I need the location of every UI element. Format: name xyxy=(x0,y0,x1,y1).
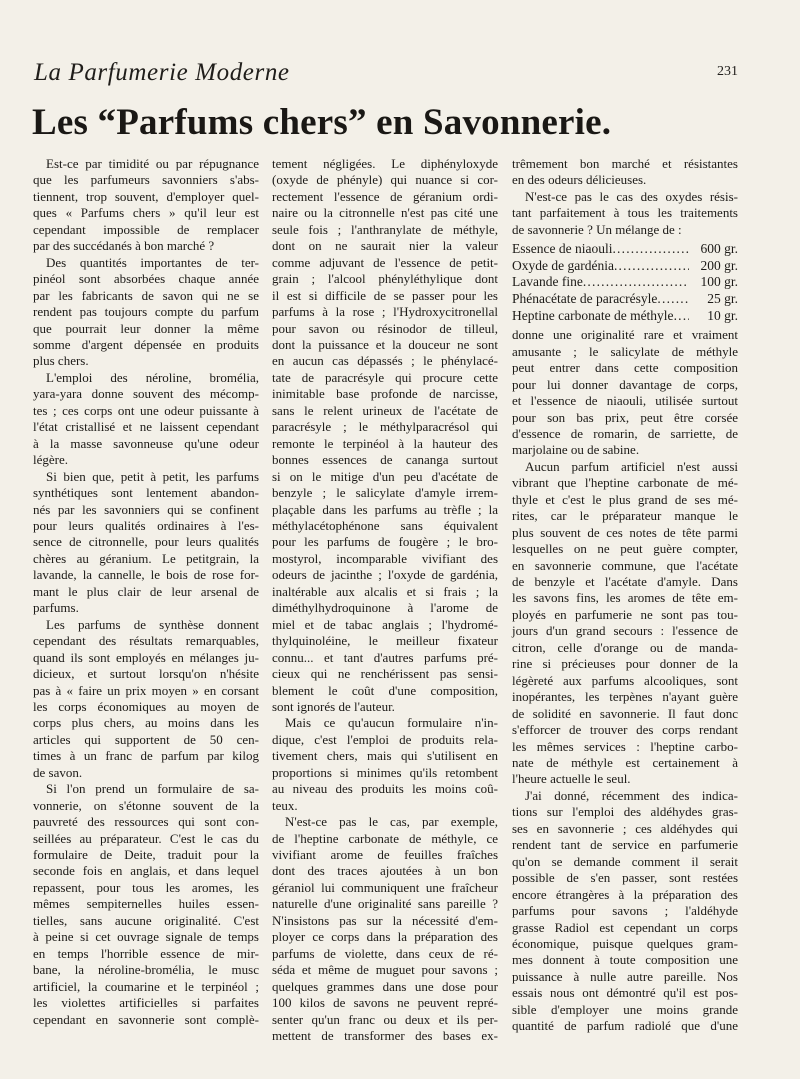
text-line: pour son bas prix, peut être corsée xyxy=(512,409,738,425)
text-line: chères au géranium. Le petitgrain, la xyxy=(33,550,259,566)
dot-leader xyxy=(614,258,689,275)
text-line: lesquelles on ne peut guère compter, xyxy=(512,541,738,557)
text-line: quelques grammes dans une dose pour xyxy=(272,978,498,994)
text-line: sans le relent urineux de l'acétate de xyxy=(272,402,498,418)
text-line: encore étrangères à la préparation des xyxy=(512,886,738,902)
text-line: les mêmes services : l'heptine carbo- xyxy=(512,738,738,754)
paragraph xyxy=(33,255,259,370)
text-line: repassent, pour tous les aromes, les xyxy=(33,879,259,895)
paragraph xyxy=(272,715,498,814)
text-line: légère. xyxy=(33,452,69,468)
text-line: pas à « faire un prix moyen » en corsant xyxy=(33,682,259,698)
text-line: dique, c'est l'emploi de produits rela- xyxy=(272,731,498,747)
text-line: tielles, sans aucune originalité. C'est xyxy=(33,912,259,928)
text-line: s'efforcer de trouver des corps rendant xyxy=(512,722,738,738)
text-line: somme d'argent dépensée en produits xyxy=(33,336,259,352)
text-line: ses en savonnerie ; ces aldéhydes qui xyxy=(512,820,738,836)
text-line: les violettes artificielles si parfaites xyxy=(33,995,259,1011)
paragraph xyxy=(512,327,738,459)
text-line: rine si précieuses pour donner de la xyxy=(512,656,738,672)
text-line: en aucun cas dépassés ; le phénylacé- xyxy=(272,353,498,369)
text-line: pauvreté des ressources qui sont con- xyxy=(33,814,259,830)
amount: 25 gr. xyxy=(707,291,738,307)
text-line: corps plus chers, au moins dans les xyxy=(33,715,259,731)
text-line: en temps l'horrible essence de mir- xyxy=(33,945,259,961)
text-line: tant parfaitement à tous les traitements xyxy=(512,205,738,221)
text-line: que pourrait leur donner la même xyxy=(33,320,259,336)
text-line: tate de paracrésyle qui procure cette xyxy=(272,369,498,385)
dot-leader xyxy=(583,274,689,291)
ingredient: Lavande fine xyxy=(512,274,583,290)
text-line: ployés en parfumerie ne sont pas tou- xyxy=(512,606,738,622)
dot-leader xyxy=(674,308,689,325)
text-line: parfums. xyxy=(33,600,79,616)
text-line: Aucun parfum artificiel n'est aussi xyxy=(525,458,738,474)
text-line: seconde fois en anglais, et dans lequel xyxy=(33,863,259,879)
text-line: miel et de tabac anglais ; l'hydromé- xyxy=(272,616,498,632)
text-line: possible de s'en passer, sont restées xyxy=(512,870,738,886)
text-line: plus chers. xyxy=(33,353,89,369)
paragraph xyxy=(512,156,738,189)
text-line: odeurs de jacinthe ; l'oxyde de gardénia, xyxy=(272,567,498,583)
text-line: dont des traces ajoutées à un bon xyxy=(272,863,498,879)
formula-row xyxy=(512,274,738,291)
text-line: Si bien que, petit à petit, les parfums xyxy=(46,468,259,484)
text-line: tement négligées. Le diphényloxyde xyxy=(272,156,498,171)
text-line: en des odeurs délicieuses. xyxy=(512,172,647,188)
text-line: les corps économiques au moyen de xyxy=(33,698,259,714)
text-line: senter qu'un franc ou deux et ils per- xyxy=(272,1011,498,1027)
text-line: mes donnent à toute composition une xyxy=(512,952,738,968)
text-line: donne une originalité rare et vraiment xyxy=(512,327,738,343)
text-line: sont ignorés de l'auteur. xyxy=(272,698,395,714)
text-line: cieux qui ne renchérissent pas sensi- xyxy=(272,666,498,682)
text-line: mostyrol, incomparable vivifiant des xyxy=(272,550,498,566)
amount: 10 gr. xyxy=(707,307,738,323)
text-line: nate de méthyle est certainement à xyxy=(512,755,738,771)
paragraph xyxy=(33,370,259,469)
formula-row xyxy=(512,241,738,258)
text-line: rites, car le préparateur manque le xyxy=(512,508,738,524)
text-line: parfums à la rose ; l'Hydroxycitronellal xyxy=(272,304,498,320)
text-line: plaçable dans les parfums au trèfle ; la xyxy=(272,501,498,517)
text-line: l'état cristallisé et ne laissent cependant xyxy=(33,419,259,435)
text-line: séda et même de muguet pour savons ; xyxy=(272,962,498,978)
text-line: diméthylhydroquinone à l'arome de xyxy=(272,600,498,616)
text-line: Des quantités importantes de ter- xyxy=(46,254,259,270)
text-line: teux. xyxy=(272,797,298,813)
text-line: remonte le terpinéol à la hauteur des xyxy=(272,435,498,451)
text-line: grasse Radiol est cependant un corps xyxy=(512,919,738,935)
text-line: rendent tant de service en parfumerie xyxy=(512,837,738,853)
paragraph xyxy=(272,814,498,1044)
text-column-1 xyxy=(33,156,259,1028)
formula-row xyxy=(512,308,738,325)
text-line: cependant en savonnerie sont complè- xyxy=(33,1011,259,1027)
text-line: 100 kilos de savons ne peuvent repré- xyxy=(272,995,498,1011)
amount: 600 gr. xyxy=(700,241,738,257)
ingredient: Essence de niaouli xyxy=(512,241,613,257)
text-line: en savonnerie commune, que l'acétate xyxy=(512,557,738,573)
text-line: qu'on se demande comment il serait xyxy=(512,853,738,869)
text-line: mant le plus clair de leur arsenal de xyxy=(33,583,259,599)
text-line: vonnerie, on s'étonne souvent de la xyxy=(33,797,259,813)
text-line: rectement l'essence de géranium ordi- xyxy=(272,188,498,204)
text-column-2 xyxy=(272,156,498,1044)
text-line: cependant impossible de remplacer xyxy=(33,221,259,237)
text-line: proportions si minimes qu'ils retombent xyxy=(272,764,498,780)
dot-leader xyxy=(657,291,689,308)
paragraph xyxy=(33,469,259,617)
paragraph xyxy=(512,189,738,238)
text-line: pour savon ou résinodor de tilleul, xyxy=(272,320,498,336)
text-line: seillées au préparateur. C'est le cas du xyxy=(33,830,259,846)
dot-leader xyxy=(612,241,689,258)
text-line: Si l'on prend un formulaire de sa- xyxy=(46,781,259,797)
text-line: l'heure actuelle le seul. xyxy=(512,771,631,787)
text-line: ployer ce corps dans la préparation des xyxy=(272,929,498,945)
text-line: paracrésyle ; le méthylparacrésol qui xyxy=(272,419,498,435)
text-line: d'essence de romarin, de sarriette, de xyxy=(512,425,738,441)
text-line: tiennent, trop souvent, d'employer quel- xyxy=(33,188,259,204)
text-line: quantité de parfum radiolé que d'une xyxy=(512,1018,738,1034)
text-line: de solidité en savonnerie. Il faut donc xyxy=(512,705,738,721)
text-line: trêmement bon marché et résistantes xyxy=(512,156,738,171)
text-line: marjolaine ou de sabine. xyxy=(512,442,640,458)
text-line: connu... et tant d'autres parfums pré- xyxy=(272,649,498,665)
text-line: naire ou la citronnelle n'est pas cité une xyxy=(272,205,498,221)
text-line: mettent de transformer des bases ex- xyxy=(272,1028,498,1044)
text-line: nés par les savonniers qui se confinent xyxy=(33,501,259,517)
text-line: jours d'un grand secours : l'essence de xyxy=(512,623,738,639)
text-line: de benzyle et l'acétate d'amyle. Dans xyxy=(512,574,738,590)
text-line: pour leurs qualités ordinaires à l'es- xyxy=(33,517,259,533)
text-line: par les fabricants de savon qui ne se xyxy=(33,287,259,303)
text-line: à peine si cet ouvrage signale de temps xyxy=(33,929,259,945)
text-line: J'ai donné, récemment des indica- xyxy=(525,787,738,803)
amount: 200 gr. xyxy=(700,257,738,273)
text-line: mêmes sempiternelles huiles essen- xyxy=(33,896,259,912)
text-line: puissance à nulle autre pareille. Nos xyxy=(512,968,738,984)
text-line: méthylacétophénone sans équivalent xyxy=(272,517,498,533)
article-title: Les “Parfums chers” en Savonnerie. xyxy=(32,102,612,143)
text-line: synthétiques sont lentement abandon- xyxy=(33,485,259,501)
text-line: blement le coût d'une composition, xyxy=(272,682,498,698)
text-line: que les parfumeurs savonniers s'abs- xyxy=(33,172,259,188)
text-line: Les parfums de synthèse donnent xyxy=(46,616,259,632)
text-line: si on le mitige d'un peu d'acétate de xyxy=(272,468,498,484)
text-line: tivement chers, mais qui s'utilisent en xyxy=(272,748,498,764)
ingredient: Heptine carbonate de méthyle xyxy=(512,307,674,323)
text-line: de l'heptine carbonate de méthyle, ce xyxy=(272,830,498,846)
text-line: tions sur l'emploi des aldéhydes gras- xyxy=(512,804,738,820)
text-line: à la masse savonneuse qu'une odeur xyxy=(33,435,259,451)
paragraph xyxy=(272,156,498,715)
text-line: et l'essence de niaouli, utilisée surtout xyxy=(512,393,738,409)
text-line: inopérantes, les terpènes n'ayant guère xyxy=(512,689,738,705)
formula-row xyxy=(512,258,738,275)
text-line: parfums pour savons ; l'aldéhyde xyxy=(512,903,738,919)
text-line: N'est-ce pas le cas des oxydes résis- xyxy=(525,188,738,204)
paragraph xyxy=(33,156,259,255)
text-line: inimitable base profonde de narcisse, xyxy=(272,386,498,402)
text-line: sible d'employer une moins grande xyxy=(512,1001,738,1017)
text-line: naturelle d'une originalité sans pareille ? xyxy=(272,896,498,912)
text-line: yara-yara donne souvent des mécomp- xyxy=(33,386,259,402)
text-line: times à un franc de parfum par kilog xyxy=(33,748,259,764)
text-line: économique, puisque quelques gram- xyxy=(512,936,738,951)
text-line: sence de citronnelle, pour leurs qualités xyxy=(33,534,259,550)
text-line: vivifiant arome de feuilles fraîches xyxy=(272,847,498,863)
text-line: quand ils sont employés en mélanges ju- xyxy=(33,649,259,665)
text-line: N'insistons pas sur la nécessité d'em- xyxy=(272,912,498,928)
paragraph xyxy=(512,459,738,788)
text-line: vibrant que l'heptine carbonate de mé- xyxy=(512,475,738,491)
ingredient: Oxyde de gardénia xyxy=(512,257,614,273)
text-line: citron, celle d'orange ou de manda- xyxy=(512,639,738,655)
text-line: de savon. xyxy=(33,764,83,780)
text-line: grain ; l'alcool phényléthylique dont xyxy=(272,271,498,287)
text-line: par des succédanés à bon marché ? xyxy=(33,238,215,254)
text-line: thylquinoléine, le meilleur fixateur xyxy=(272,633,498,649)
text-line: lavande, la cannelle, le bois de rose for- xyxy=(33,567,259,583)
page-number: 231 xyxy=(717,64,738,79)
formula-table xyxy=(512,241,738,324)
text-line: formulaire de Deite, traduit pour la xyxy=(33,847,259,863)
text-line: Mais ce qu'aucun formulaire n'in- xyxy=(285,715,498,731)
text-line: L'emploi des néroline, bromélia, xyxy=(46,369,259,385)
text-line: ques « Parfums chers » qu'il leur est xyxy=(33,205,259,221)
paragraph xyxy=(512,788,738,1035)
text-line: peut entrer dans cette composition xyxy=(512,360,738,376)
text-line: (oxyde de phényle) qui nuance si cor- xyxy=(272,172,498,188)
text-line: thyle et c'est le plus grand de ses mé- xyxy=(512,491,738,507)
text-line: bane, la néroline-bromélia, le musc xyxy=(33,962,259,978)
text-line: pour les parfums de fougère ; le bro- xyxy=(272,534,498,550)
text-line: seule fois ; l'anthranylate de méthyle, xyxy=(272,221,498,237)
text-column-3 xyxy=(512,156,738,1035)
text-line: dicieux, et surtout lorsqu'on n'hésite xyxy=(33,666,259,682)
text-line: bonnes essences de cananga surtout xyxy=(272,452,498,468)
text-line: essais nous ont démontré qu'il est pos- xyxy=(512,985,738,1001)
text-line: rendent pas toujours compte du parfum xyxy=(33,304,259,320)
journal-title: La Parfumerie Moderne xyxy=(34,59,290,86)
text-line: les savons fins, les aromes de tête em- xyxy=(512,590,738,606)
text-line: amusante ; le salicylate de méthyle xyxy=(512,343,738,359)
text-line: N'est-ce pas le cas, par exemple, xyxy=(285,814,498,830)
text-line: cependant des résultats remarquables, xyxy=(33,633,259,649)
text-line: artificiel, la coumarine et le terpinéol ; xyxy=(33,978,259,994)
text-line: benzyle ; le salicylate d'amyle irrem- xyxy=(272,485,498,501)
formula-row xyxy=(512,291,738,308)
text-line: dont la puissance et la douceur ne sont xyxy=(272,336,498,352)
text-line: pour lui donner davantage de corps, xyxy=(512,376,738,392)
text-line: tes ; ces corps ont une odeur puissante à xyxy=(33,402,259,418)
paragraph xyxy=(33,781,259,1028)
text-line: plus souvent de ces notes de tête parmi xyxy=(512,524,738,540)
text-line: comme adjuvant de l'essence de petit- xyxy=(272,254,498,270)
text-line: dont on ne saurait nier la valeur xyxy=(272,238,498,254)
text-line: inaltérable aux alcalis et si frais ; la xyxy=(272,583,498,599)
amount: 100 gr. xyxy=(700,274,738,290)
text-line: au niveau des produits les moins coû- xyxy=(272,781,498,797)
text-line: Est-ce par timidité ou par répugnance xyxy=(46,156,259,171)
text-line: géraniol lui communiquent une fraîcheur xyxy=(272,879,498,895)
text-line: légèreté aux parfums alcooliques, sont xyxy=(512,672,738,688)
text-line: articles qui supportent de 50 cen- xyxy=(33,731,259,747)
paragraph xyxy=(33,617,259,782)
text-line: pinéol sont absorbées chaque année xyxy=(33,271,259,287)
text-line: il est si difficile de se passer pour les xyxy=(272,287,498,303)
text-line: de savonnerie ? Un mélange de : xyxy=(512,221,682,237)
text-line: parfums de violette, dans ceux de ré- xyxy=(272,945,498,961)
ingredient: Phénacétate de paracrésyle xyxy=(512,291,658,307)
